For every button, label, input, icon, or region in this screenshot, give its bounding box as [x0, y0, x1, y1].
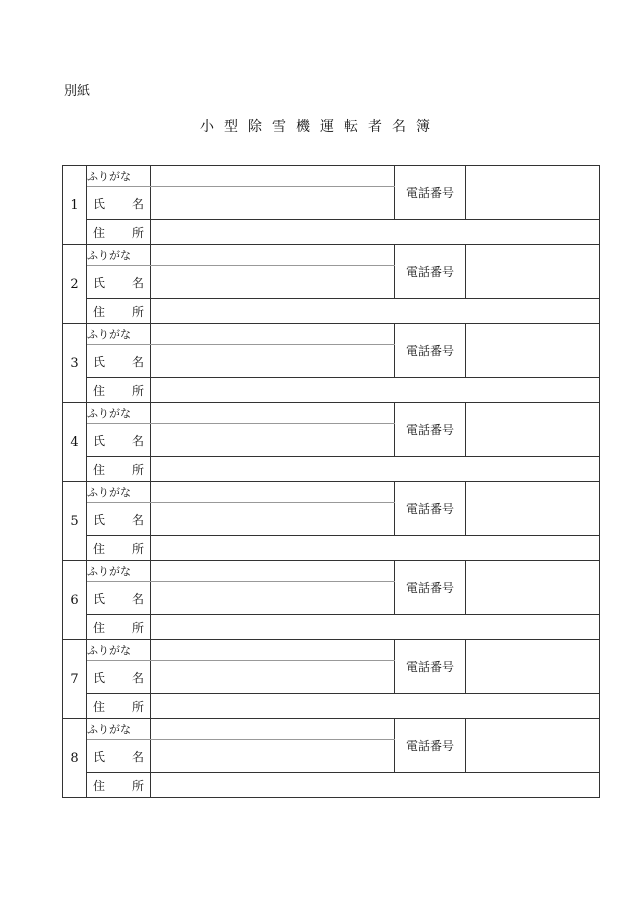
furigana-label: ふりがな: [87, 324, 151, 345]
phone-label: 電話番号: [395, 640, 466, 694]
furigana-field[interactable]: [151, 719, 395, 740]
address-label-char: 住: [93, 462, 106, 477]
furigana-field[interactable]: [151, 561, 395, 582]
name-label: [87, 187, 151, 220]
name-field[interactable]: [151, 266, 395, 299]
address-label: [87, 615, 151, 640]
name-label-char: 氏: [93, 275, 106, 290]
entry-number: 7: [63, 640, 87, 719]
name-field[interactable]: [151, 345, 395, 378]
furigana-label: ふりがな: [87, 403, 151, 424]
furigana-row: [63, 640, 600, 661]
name-label: [87, 582, 151, 615]
furigana-label: ふりがな: [87, 482, 151, 503]
address-label: [87, 694, 151, 719]
furigana-row: [63, 482, 600, 503]
address-row: [63, 536, 600, 561]
address-label-char: 住: [93, 304, 106, 319]
address-field[interactable]: [151, 694, 600, 719]
address-field[interactable]: [151, 536, 600, 561]
furigana-label: ふりがな: [87, 719, 151, 740]
furigana-label: ふりがな: [87, 561, 151, 582]
furigana-row: [63, 166, 600, 187]
name-label: [87, 345, 151, 378]
furigana-field[interactable]: [151, 403, 395, 424]
address-label: [87, 773, 151, 798]
name-label: [87, 740, 151, 773]
phone-field[interactable]: [466, 719, 600, 773]
phone-field[interactable]: [466, 403, 600, 457]
address-row: [63, 694, 600, 719]
address-field[interactable]: [151, 773, 600, 798]
phone-label: 電話番号: [395, 482, 466, 536]
name-label-char: 名: [131, 433, 144, 448]
name-label-char: 名: [131, 749, 144, 764]
address-row: [63, 615, 600, 640]
address-field[interactable]: [151, 378, 600, 403]
address-label-char: 所: [131, 383, 144, 398]
furigana-row: [63, 403, 600, 424]
phone-field[interactable]: [466, 166, 600, 220]
address-label-char: 住: [93, 620, 106, 635]
address-row: [63, 220, 600, 245]
address-row: [63, 773, 600, 798]
name-label-char: 氏: [93, 196, 106, 211]
furigana-field[interactable]: [151, 324, 395, 345]
name-label-char: 名: [131, 591, 144, 606]
entry-number: 8: [63, 719, 87, 798]
address-label-char: 所: [131, 304, 144, 319]
entry-number: 6: [63, 561, 87, 640]
name-label: [87, 266, 151, 299]
address-field[interactable]: [151, 457, 600, 482]
name-label-char: 名: [131, 196, 144, 211]
name-label-char: 氏: [93, 591, 106, 606]
name-field[interactable]: [151, 582, 395, 615]
furigana-row: [63, 561, 600, 582]
name-label-char: 名: [131, 354, 144, 369]
entry-number: 2: [63, 245, 87, 324]
name-field[interactable]: [151, 661, 395, 694]
address-label-char: 住: [93, 383, 106, 398]
address-field[interactable]: [151, 220, 600, 245]
address-label: [87, 378, 151, 403]
name-field[interactable]: [151, 740, 395, 773]
entry-number: 3: [63, 324, 87, 403]
entry-number: 5: [63, 482, 87, 561]
entry-number: 4: [63, 403, 87, 482]
address-row: [63, 457, 600, 482]
furigana-field[interactable]: [151, 482, 395, 503]
phone-field[interactable]: [466, 324, 600, 378]
phone-label: 電話番号: [395, 561, 466, 615]
phone-field[interactable]: [466, 245, 600, 299]
address-label: [87, 536, 151, 561]
address-row: [63, 378, 600, 403]
address-label-char: 所: [131, 541, 144, 556]
name-field[interactable]: [151, 187, 395, 220]
address-field[interactable]: [151, 615, 600, 640]
address-label-char: 所: [131, 462, 144, 477]
name-label-char: 氏: [93, 670, 106, 685]
name-label: [87, 424, 151, 457]
address-field[interactable]: [151, 299, 600, 324]
phone-label: 電話番号: [395, 719, 466, 773]
roster-body: [63, 166, 600, 798]
address-label-char: 住: [93, 225, 106, 240]
page-title: 小型除雪機運転者名簿: [200, 119, 440, 135]
address-label: [87, 457, 151, 482]
furigana-row: [63, 245, 600, 266]
name-label-char: 氏: [93, 512, 106, 527]
phone-label: 電話番号: [395, 245, 466, 299]
address-label-char: 住: [93, 541, 106, 556]
address-label: [87, 220, 151, 245]
furigana-row: [63, 324, 600, 345]
name-label-char: 名: [131, 512, 144, 527]
phone-field[interactable]: [466, 482, 600, 536]
phone-field[interactable]: [466, 640, 600, 694]
name-label: [87, 503, 151, 536]
annex-label: 別紙: [64, 84, 91, 99]
phone-label: 電話番号: [395, 403, 466, 457]
phone-label: 電話番号: [395, 324, 466, 378]
name-label-char: 氏: [93, 354, 106, 369]
address-label-char: 所: [131, 225, 144, 240]
furigana-label: ふりがな: [87, 245, 151, 266]
phone-field[interactable]: [466, 561, 600, 615]
name-field[interactable]: [151, 503, 395, 536]
furigana-label: ふりがな: [87, 640, 151, 661]
address-label-char: 住: [93, 699, 106, 714]
address-label-char: 所: [131, 778, 144, 793]
furigana-field[interactable]: [151, 166, 395, 187]
furigana-field[interactable]: [151, 640, 395, 661]
name-label-char: 名: [131, 275, 144, 290]
address-label-char: 所: [131, 699, 144, 714]
name-field[interactable]: [151, 424, 395, 457]
name-label-char: 氏: [93, 749, 106, 764]
name-label: [87, 661, 151, 694]
address-label-char: 住: [93, 778, 106, 793]
entry-number: 1: [63, 166, 87, 245]
operator-roster-table: [62, 165, 600, 798]
name-label-char: 名: [131, 670, 144, 685]
furigana-row: [63, 719, 600, 740]
address-label: [87, 299, 151, 324]
phone-label: 電話番号: [395, 166, 466, 220]
name-label-char: 氏: [93, 433, 106, 448]
address-row: [63, 299, 600, 324]
furigana-field[interactable]: [151, 245, 395, 266]
furigana-label: ふりがな: [87, 166, 151, 187]
address-label-char: 所: [131, 620, 144, 635]
